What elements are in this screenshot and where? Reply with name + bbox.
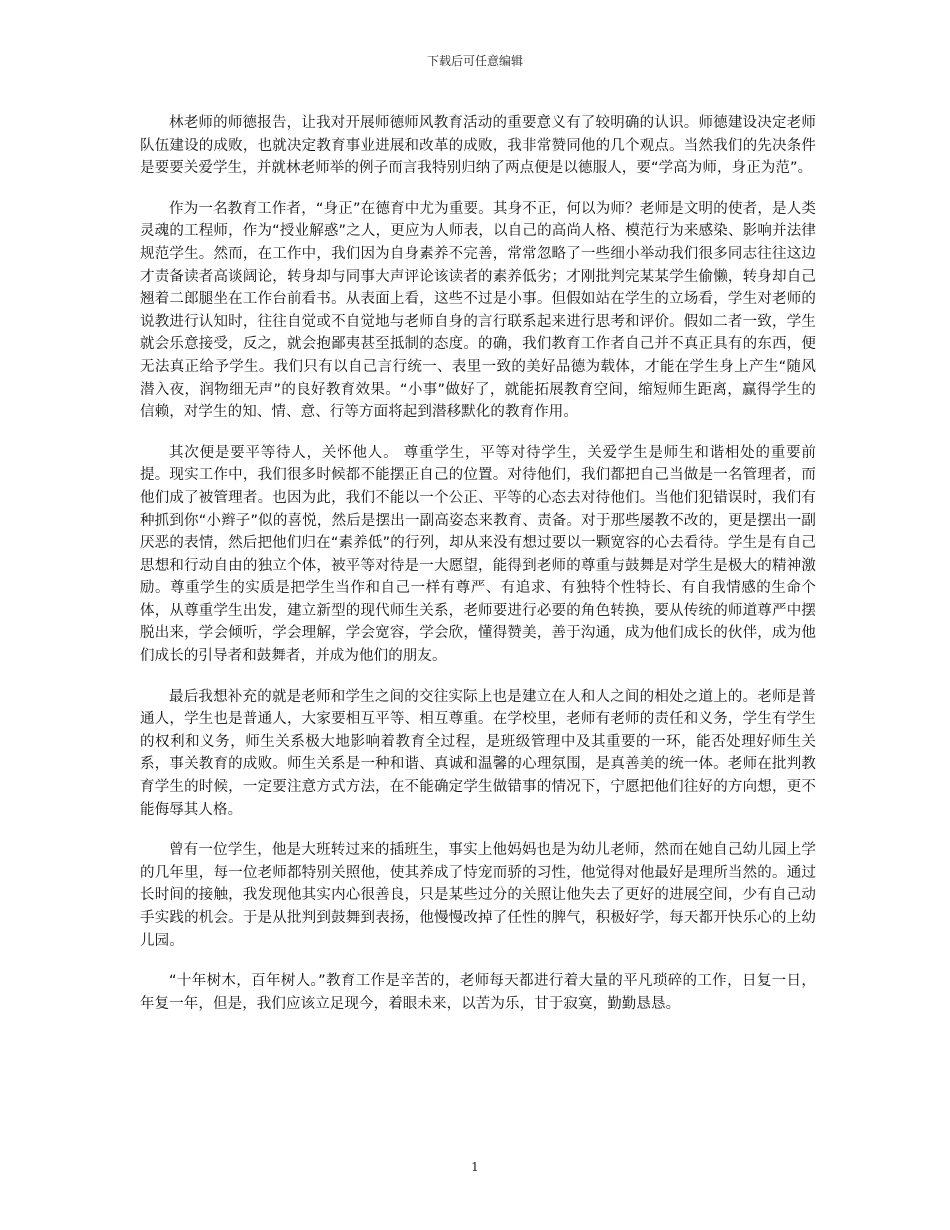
paragraph-3: 其次便是要平等待人，关怀他人。 尊重学生，平等对待学生，关爱学生是师生和谐相处的重要前提。现实工作中，我们很多时候都不能摆正自己的位置。对待他们，我们都把自己当做是一名管理者，而他们成了被管理者。也因为此，我们不能以一个公正、平等的心态去对待他们。当他们犯错误时，我们有种抓到你“小辫子”似的喜悦，然后是摆出一副高姿态来教育、责备。对于那些屡教不改的，更是摆出一副厌恶的表情，然后把他们归在“素养低”的行列，却从来没有想过要以一颗宽容的心去看待。学生是有自己思想和行动自由的独立个体，被平等对待是一大愿望，能得到老师的尊重与鼓舞是对学生是极大的精神激励。尊重学生的实质是把学生当作和自己一样有尊严、有追求、有独特个性特长、有自我情感的生命个体，从尊重学生出发，建立新型的现代师生关系，老师要进行必要的角色转换，要从传统的师道尊严中摆脱出来，学会倾听，学会理解，学会宽容，学会欣，懂得赞美，善于沟通，成为他们成长的伙伴，成为他们成长的引导者和鼓舞者，并成为他们的朋友。 xyxy=(140,444,816,665)
document-body xyxy=(140,112,816,1033)
page-number: 1 xyxy=(471,1160,479,1174)
paragraph-2: 作为一名教育工作者，“身正”在德育中尤为重要。其身不正，何以为师？老师是文明的使者，是人类灵魂的工程师，作为“授业解惑”之人，更应为人师表，以自己的高尚人格、模范行为来感染、影响并法律规范学生。然而，在工作中，我们因为自身素养不完善，常常忽略了一些细小举动我们很多同志往往这边才责备读者高谈阔论，转身却与同事大声评论该读者的素养低劣；才刚批判完某某学生偷懒，转身却自己翘着二郎腿坐在工作台前看书。从表面上看，这些不过是小事。但假如站在学生的立场看，学生对老师的说教进行认知时，往往自觉或不自觉地与老师自身的言行联系起来进行思考和评价。假如二者一致，学生就会乐意接受，反之，就会抱鄙夷甚至抵制的态度。的确，我们教育工作者自己并不真正具有的东西，便无法真正给予学生。我们只有以自己言行统一、表里一致的美好品德为载体，才能在学生身上产生“随风潜入夜，润物细无声”的良好教育效果。“小事”做好了，就能拓展教育空间，缩短师生距离，赢得学生的信赖，对学生的知、情、意、行等方面将起到潜移默化的教育作用。 xyxy=(140,200,816,421)
paragraph-1: 林老师的师德报告，让我对开展师德师风教育活动的重要意义有了较明确的认识。师德建设决定老师队伍建设的成败，也就决定教育事业进展和改革的成败，我非常赞同他的几个观点。当然我们的先决条件是要要关爱学生，并就林老师举的例子而言我特别归纳了两点便是以德服人，要“学高为师，身正为范”。 xyxy=(140,115,816,177)
page-header: 下载后可任意编辑 xyxy=(426,54,523,68)
paragraph-4: 最后我想补充的就是老师和学生之间的交往实际上也是建立在人和人之间的相处之道上的。老师是普通人，学生也是普通人，大家要相互平等、相互尊重。在学校里，老师有老师的责任和义务，学生有学生的权利和义务，师生关系极大地影响着教育全过程，是班级管理中及其重要的一环，能否处理好师生关系，事关教育的成败。师生关系是一种和谐、真诚和温馨的心理氛围，是真善美的统一体。老师在批判教育学生的时候，一定要注意方式方法，在不能确定学生做错事的情况下，宁愿把他们往好的方向想，更不能侮辱其人格。 xyxy=(140,688,816,818)
paragraph-5: 曾有一位学生，他是大班转过来的插班生，事实上他妈妈也是为幼儿老师，然而在她自己幼儿园上学的几年里，每一位老师都特别关照他，使其养成了恃宠而骄的习性，他觉得对他最好是理所当然的。通过长时间的接触，我发现他其实内心很善良，只是某些过分的关照让他失去了更好的进展空间，少有自己动手实践的机会。于是从批判到鼓舞到表扬，他慢慢改掉了任性的脾气，积极好学，每天都开快乐心的上幼儿园。 xyxy=(140,842,816,949)
paragraph-6: “十年树木，百年树人。”教育工作是辛苦的，老师每天都进行着大量的平凡琐碎的工作，日复一日，年复一年，但是，我们应该立足现今，着眼未来，以苦为乐，甘于寂寞，勤勤恳恳。 xyxy=(140,973,816,1012)
